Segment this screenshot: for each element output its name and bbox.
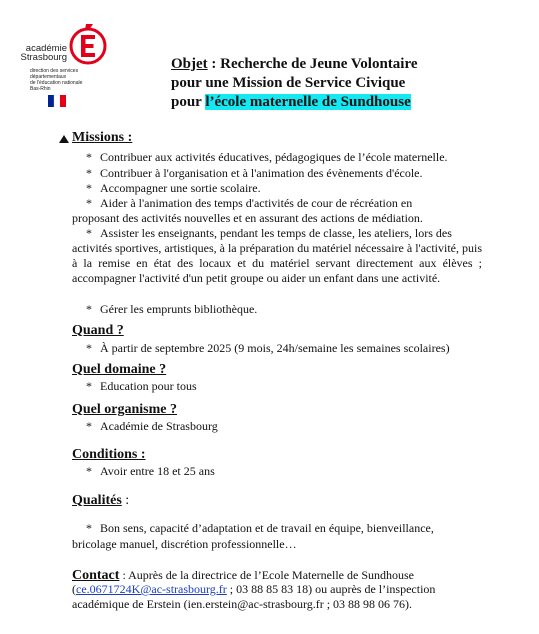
conditions-item-text: Avoir entre 18 et 25 ans [100, 464, 215, 478]
qualites-line1 [86, 521, 434, 536]
bullet-star: * [86, 226, 92, 240]
mission-item-4-text: Aider à l'animation des temps d'activités de cour de récréation en [100, 196, 413, 210]
bullet-star: * [86, 196, 92, 210]
logo-line1: académie [25, 43, 67, 54]
quand-title: Quand ? [72, 323, 124, 338]
mission-item-5-text: Assister les enseignants, pendant les temps de classe, les ateliers, lors des [100, 226, 452, 240]
logo-small-2: départementaux [30, 74, 67, 80]
contact-line2 [72, 582, 435, 597]
heading-line2: pour une Mission de Service Civique [171, 75, 406, 91]
mission-item-1 [86, 150, 448, 165]
conditions-item [86, 464, 215, 479]
heading-line3-prefix: pour [171, 94, 206, 110]
qualites-line1-text: Bon sens, capacité d’adaptation et de travail en équipe, bienveillance, [100, 521, 434, 535]
contact-title: Contact [72, 568, 120, 583]
qualites-line2: bricolage manuel, discrétion professionnelle… [72, 537, 297, 551]
contact-email-link[interactable]: ce.0671724K@ac-strasbourg.fr [76, 582, 227, 596]
mission-item-6-text: Gérer les emprunts bibliothèque. [100, 302, 258, 316]
objet-label: Objet [171, 56, 208, 72]
mission-item-2-text: Contribuer à l'organisation et à l'animation des évènements d'école. [100, 166, 423, 180]
mission-item-4-rest: proposant des activités nouvelles et en assurant des actions de médiation. [72, 211, 423, 225]
quand-item-text: À partir de septembre 2025 (9 mois, 24h/semaine les semaines scolaires) [100, 341, 450, 355]
mission-item-3-text: Accompagner une sortie scolaire. [100, 181, 261, 195]
mission-item-3 [86, 181, 261, 196]
quand-item [86, 341, 450, 356]
domaine-title: Quel domaine ? [72, 362, 167, 377]
domaine-item [86, 379, 197, 394]
bullet-star: * [86, 166, 92, 180]
conditions-title: Conditions : [72, 447, 146, 462]
qualites-heading [72, 491, 129, 509]
heading-line1-text: : Recherche de Jeune Volontaire [207, 56, 418, 72]
republique-flag-icon [48, 95, 66, 107]
heading-line1 [171, 55, 501, 74]
academie-logo [20, 20, 115, 110]
contact-line3: académique de Erstein (ien.erstein@ac-strasbourg.fr ; 03 88 98 06 76). [72, 597, 413, 611]
organisme-item-text: Académie de Strasbourg [100, 419, 218, 433]
mission-item-2 [86, 166, 423, 181]
contact-text1: : Auprès de la directrice de l’Ecole Maternelle de Sundhouse [119, 568, 414, 582]
bullet-star: * [86, 302, 92, 316]
missions-title: Missions : [72, 130, 133, 145]
contact-paren: ( [72, 582, 76, 596]
mission-item-1-text: Contribuer aux activités éducatives, pédagogiques de l’école maternelle. [100, 150, 448, 164]
qualites-title: Qualités [72, 493, 122, 508]
document-heading [171, 55, 501, 112]
contact-text2: ; 03 88 85 83 18) ou auprès de l’inspection [226, 582, 436, 596]
bullet-star: * [86, 181, 92, 195]
bullet-star: * [86, 464, 92, 478]
bullet-star: * [86, 150, 92, 164]
section-arrow-icon [59, 135, 69, 143]
logo-line2: Strasbourg [20, 52, 67, 63]
organisme-title: Quel organisme ? [72, 402, 177, 417]
logo-small-1: direction des services [30, 68, 79, 74]
bullet-star: * [86, 379, 92, 393]
bullet-star: * [86, 419, 92, 433]
organisme-item [86, 419, 218, 434]
logo-small-3: de l'éducation nationale [30, 80, 83, 86]
logo-e-icon [69, 20, 107, 65]
domaine-item-text: Education pour tous [100, 379, 197, 393]
mission-item-6 [86, 302, 257, 317]
mission-item-4-first [86, 196, 412, 211]
school-name-highlight: l’école maternelle de Sundhouse [205, 94, 411, 110]
heading-line3 [171, 93, 501, 112]
mission-item-5-first [86, 226, 452, 241]
bullet-star: * [86, 341, 92, 355]
mission-item-5-rest: activités sportives, artistiques, à la préparation du matériel nécessaire à l'activité, puis à la remise en état des locaux et du matériel servant directement aux élèves ; accompagner l'activité d'un petit groupe ou aider un enfant dans une activité. [72, 241, 483, 285]
logo-small-4: Bas-Rhin [30, 86, 51, 92]
bullet-star: * [86, 521, 92, 535]
qualites-colon: : [121, 493, 130, 508]
